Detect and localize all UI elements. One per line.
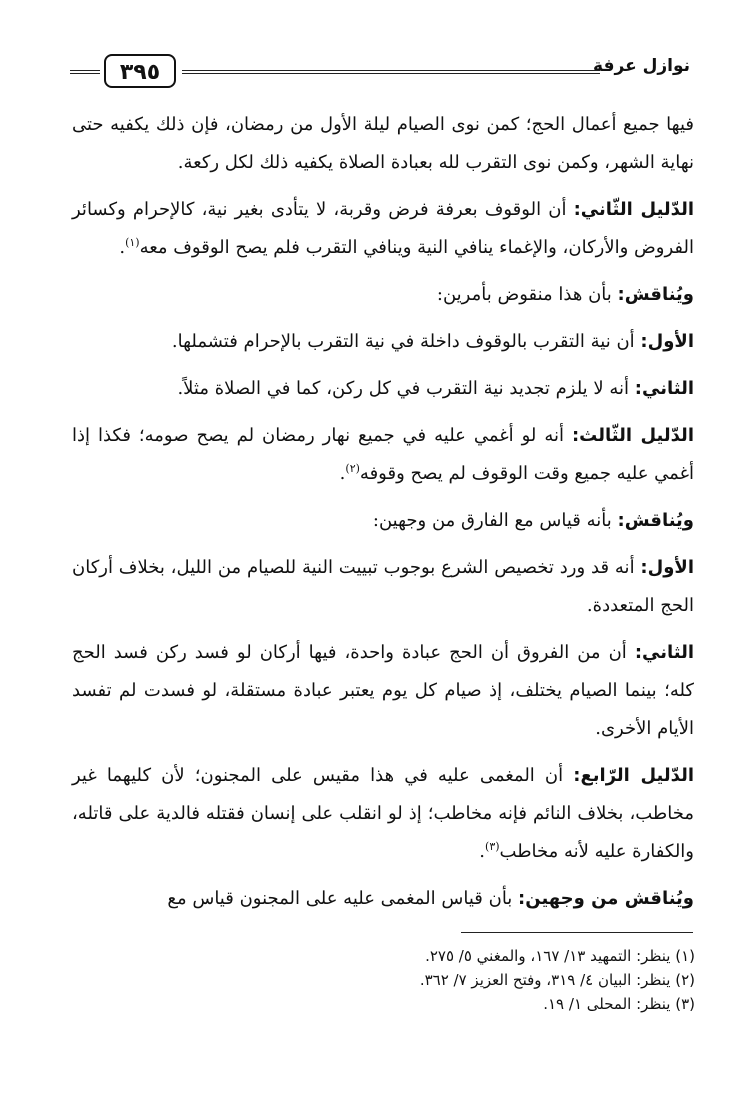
paragraph [72, 417, 694, 493]
paragraph-label: الدّليل الرّابع: [573, 765, 694, 786]
paragraph [72, 634, 694, 748]
paragraph-text: بأن هذا منقوض بأمرين: [436, 284, 612, 305]
footnote-marker[interactable]: (١) [125, 236, 140, 249]
paragraph-label: الدّليل الثّاني: [573, 199, 695, 220]
paragraph [72, 276, 694, 314]
paragraph-text: أنه لا يلزم تجديد نية التقرب في كل ركن، كما في الصلاة مثلاً. [177, 378, 630, 399]
paragraph-text: بأنه قياس مع الفارق من وجهين: [372, 510, 612, 531]
paragraph [72, 370, 694, 408]
paragraph-text: أنه لو أغمي عليه في جميع نهار رمضان لم يصح صومه؛ فكذا إذا أغمي عليه جميع وقت الوقوف لم يصح وقوفه [72, 425, 694, 484]
paragraph-label: الثاني: [634, 642, 695, 663]
paragraph-label: الأول: [640, 557, 694, 578]
paragraph [72, 880, 694, 918]
paragraph-label: ويُناقش: [617, 284, 694, 305]
paragraph [72, 549, 694, 625]
footnote: (١) ينظر: التمهيد ١٣/ ١٦٧، والمغني ٥/ ٢٧٥. [425, 947, 695, 965]
header-rule-short [70, 73, 100, 74]
paragraph-text: بأن قياس المغمى عليه على المجنون قياس مع [167, 888, 513, 909]
paragraph-tail: . [479, 841, 486, 862]
paragraph [72, 757, 694, 871]
paragraph-text: فيها جميع أعمال الحج؛ كمن نوى الصيام ليلة الأول من رمضان، فإن ذلك يكفيه حتى نهاية الشهر، وكمن نوى التقرب لله بعبادة الصلاة يكفيه ذلك لكل ركعة. [72, 114, 694, 173]
footnote-divider [461, 932, 693, 933]
header-rule [182, 70, 600, 71]
paragraph-label: ويُناقش: [617, 510, 694, 531]
paragraph-tail: . [119, 237, 126, 258]
paragraph [72, 323, 694, 361]
page-number: ٣٩٥ [104, 54, 176, 88]
paragraph [72, 502, 694, 540]
paragraph-text: أن نية التقرب بالوقوف داخلة في نية التقرب بالإحرام فتشملها. [171, 331, 635, 352]
paragraph [72, 106, 694, 182]
footnote-marker[interactable]: (٢) [345, 462, 360, 475]
header-rule-short [70, 70, 100, 71]
running-title: نوازل عرفة [593, 56, 690, 76]
footnote-marker[interactable]: (٣) [485, 840, 500, 853]
footnote: (٢) ينظر: البيان ٤/ ٣١٩، وفتح العزيز ٧/ ٣٦٢. [419, 971, 695, 989]
paragraph-label: الدّليل الثّالث: [571, 425, 694, 446]
paragraph-tail: . [339, 463, 346, 484]
paragraph-text: أنه قد ورد تخصيص الشرع بوجوب تبييت النية للصيام من الليل، بخلاف أركان الحج المتعددة. [72, 557, 694, 616]
page-header [70, 54, 690, 94]
paragraph [72, 191, 694, 267]
main-text [72, 106, 694, 927]
paragraph-text: أن من الفروق أن الحج عبادة واحدة، فيها أركان لو فسد ركن فسد الحج كله؛ بينما الصيام يختلف، إذ صيام كل يوم يعتبر عبادة مستقلة، لو فسدت لم تفسد الأيام الأخرى. [72, 642, 694, 739]
footnote: (٣) ينظر: المحلى ١/ ١٩. [543, 995, 695, 1013]
paragraph-text: أن الوقوف بعرفة فرض وقربة، لا يتأدى بغير نية، كالإحرام وكسائر الفروض والأركان، والإغماء ينافي النية وينافي التقرب فلم يصح الوقوف معه [72, 199, 694, 258]
paragraph-label: الأول: [640, 331, 694, 352]
header-rule [182, 73, 600, 74]
paragraph-text: أن المغمى عليه في هذا مقيس على المجنون؛ لأن كليهما غير مخاطب، بخلاف النائم فإنه مخاطب؛ إذ لو انقلب على إنسان فقتله فالدية على قاتله، والكفارة عليه لأنه مخاطب [72, 765, 694, 862]
footnotes [275, 944, 695, 1016]
paragraph-label: ويُناقش من وجهين: [518, 888, 694, 909]
paragraph-label: الثاني: [634, 378, 694, 399]
